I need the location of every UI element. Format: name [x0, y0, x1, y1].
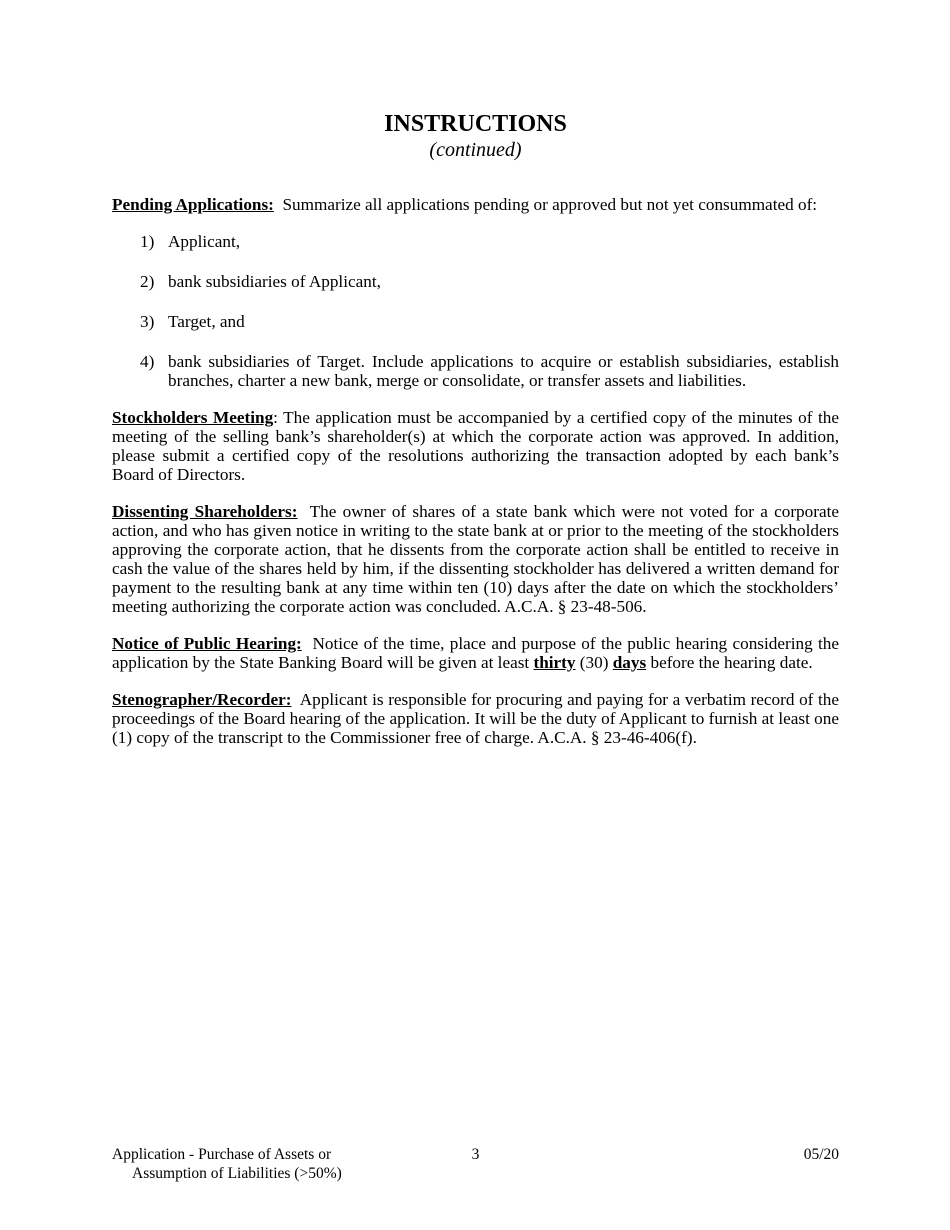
list-item-number: 4)	[140, 352, 155, 371]
page-subtitle: (continued)	[429, 139, 522, 161]
list-item	[112, 352, 839, 390]
dissenting-shareholders-text: The owner of shares of a state bank which were not voted for a corporate action, and who has given notice in writing to the state bank at or prior to the meeting of the stockholders approving the corporate action, that he dissents from the corporate action shall be entitled to receive in cash the value of the shares held by him, if the dissenting stockholder has delivered a written demand for payment to the resulting bank at any time within ten (10) days after the date on which the stockholders’ meeting authorizing the corporate action was concluded. A.C.A. § 23-48-506.	[112, 502, 839, 616]
stockholders-meeting-heading: Stockholders Meeting	[112, 408, 274, 427]
list-item	[112, 312, 839, 331]
days-emphasis: days	[612, 653, 647, 672]
list-item-number: 1)	[140, 232, 155, 251]
title-block	[112, 110, 839, 162]
instructions-content	[112, 195, 839, 765]
public-hearing-paragraph	[112, 634, 839, 672]
stenographer-paragraph	[112, 690, 839, 747]
thirty-emphasis: thirty	[533, 653, 576, 672]
list-item-text: Target, and	[168, 312, 245, 331]
stenographer-text: Applicant is responsible for procuring and paying for a verbatim record of the proceedings of the Board hearing of the application. It will be the duty of Applicant to furnish at least one (1) copy of the transcript to the Commissioner free of charge. A.C.A. § 23-46-406(f).	[112, 690, 839, 747]
dissenting-shareholders-paragraph	[112, 502, 839, 616]
stockholders-meeting-text: : The application must be accompanied by a certified copy of the minutes of the meeting of the selling bank’s shareholder(s) at which the corporate action was approved. In addition, please submit a certified copy of the resolutions authorizing the transaction adopted by each bank’s Board of Directors.	[112, 408, 839, 484]
list-item-text: bank subsidiaries of Applicant,	[168, 272, 381, 291]
stockholders-meeting-paragraph	[112, 408, 839, 484]
public-hearing-text: Notice of the time, place and purpose of the public hearing considering the application by the State Banking Board will be given at least	[112, 634, 840, 672]
thirty-number: (30)	[579, 653, 609, 672]
list-item-number: 3)	[140, 312, 155, 331]
dissenting-shareholders-heading: Dissenting Shareholders:	[112, 502, 298, 521]
list-item	[112, 272, 839, 291]
pending-applications-paragraph	[112, 195, 839, 214]
revision-date: 05/20	[803, 1146, 839, 1163]
list-item-text: Applicant,	[168, 232, 241, 251]
pending-applications-text: Summarize all applications pending or approved but not yet consummated of:	[282, 195, 818, 214]
pending-applications-heading: Pending Applications:	[112, 195, 274, 214]
public-hearing-heading: Notice of Public Hearing:	[112, 634, 302, 653]
page-title: INSTRUCTIONS	[384, 111, 567, 137]
list-item	[112, 232, 839, 251]
page-number: 3	[471, 1146, 480, 1163]
public-hearing-text-end: before the hearing date.	[650, 653, 813, 672]
list-item-number: 2)	[140, 272, 155, 291]
stenographer-heading: Stenographer/Recorder:	[112, 690, 292, 709]
list-item-text: bank subsidiaries of Target. Include applications to acquire or establish subsidiaries, establish branches, charter a new bank, merge or consolidate, or transfer assets and liabilities.	[168, 352, 839, 390]
footer-form-title-line1: Application - Purchase of Assets or	[112, 1146, 332, 1163]
document-page	[112, 0, 839, 1230]
pending-applications-list	[112, 232, 839, 390]
footer-form-title-line2: Assumption of Liabilities (>50%)	[132, 1165, 342, 1182]
